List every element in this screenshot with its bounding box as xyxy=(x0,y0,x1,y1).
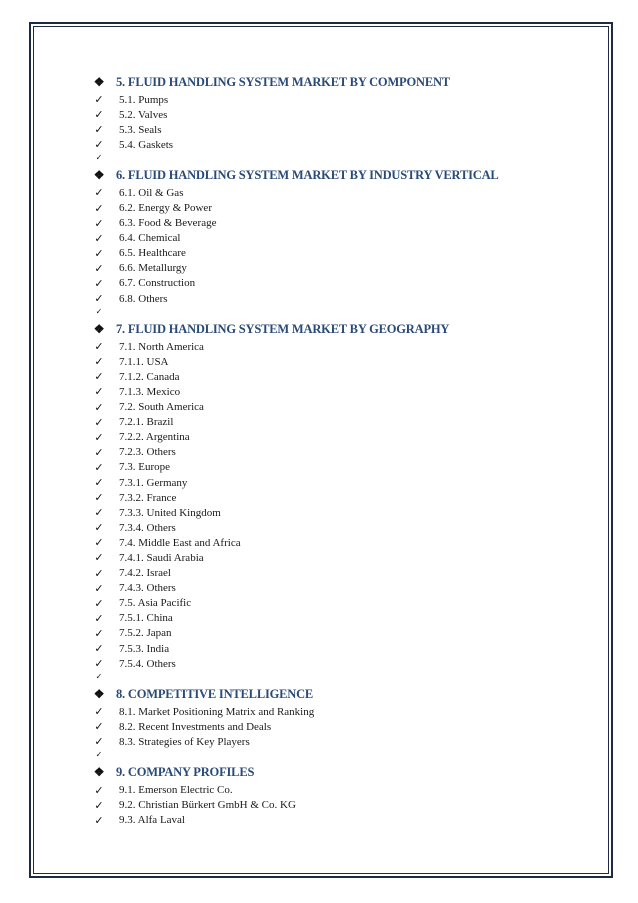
check-icon: ✓ xyxy=(95,307,103,317)
list-item xyxy=(92,490,592,505)
list-item-label: 6.1. Oil & Gas xyxy=(119,186,184,199)
list-item xyxy=(92,813,592,828)
list-item xyxy=(92,354,592,369)
check-icon: ✓ xyxy=(94,276,104,290)
list-item-label: 6.5. Healthcare xyxy=(119,247,186,260)
check-icon: ✓ xyxy=(94,626,104,640)
section-heading xyxy=(92,165,592,185)
list-item-label: 5.4. Gaskets xyxy=(119,138,174,151)
list-item-label: 7.4.3. Others xyxy=(119,582,176,595)
list-item xyxy=(92,261,592,276)
list-item xyxy=(92,656,592,671)
section-heading-text: 9. COMPANY PROFILES xyxy=(116,764,255,779)
list-item xyxy=(92,719,592,734)
list-item-label: 7.5.4. Others xyxy=(119,657,176,670)
list-item-label: 5.1. Pumps xyxy=(119,93,169,106)
list-item xyxy=(92,798,592,813)
list-item-label: 6.4. Chemical xyxy=(119,232,181,245)
list-item-label: 7.2.2. Argentina xyxy=(119,431,190,444)
diamond-icon: ❖ xyxy=(93,167,105,182)
list-item xyxy=(92,505,592,520)
check-icon: ✓ xyxy=(94,491,104,505)
check-icon: ✓ xyxy=(94,611,104,625)
check-icon: ✓ xyxy=(94,445,104,459)
list-item xyxy=(92,122,592,137)
list-item-label: 7.3.3. United Kingdom xyxy=(119,506,221,519)
section-heading xyxy=(92,762,592,782)
list-item xyxy=(92,550,592,565)
list-item xyxy=(92,415,592,430)
diamond-icon: ❖ xyxy=(93,764,105,779)
diamond-icon: ❖ xyxy=(93,74,105,89)
list-item xyxy=(92,369,592,384)
list-item xyxy=(92,782,592,797)
list-item xyxy=(92,566,592,581)
check-icon: ✓ xyxy=(94,108,104,122)
check-icon: ✓ xyxy=(94,566,104,580)
check-icon: ✓ xyxy=(94,201,104,215)
section-heading xyxy=(92,72,592,92)
list-item xyxy=(92,137,592,152)
list-item-label: 7.3.4. Others xyxy=(119,521,176,534)
empty-check-row xyxy=(92,306,592,317)
check-icon: ✓ xyxy=(94,216,104,230)
empty-check-row xyxy=(92,671,592,682)
list-item-label: 7.5.3. India xyxy=(119,642,170,655)
list-item xyxy=(92,581,592,596)
check-icon: ✓ xyxy=(94,385,104,399)
list-item-label: 8.1. Market Positioning Matrix and Ranking xyxy=(119,705,315,718)
list-item-label: 7.3.2. France xyxy=(119,491,177,504)
list-item xyxy=(92,611,592,626)
list-item-label: 7.2. South America xyxy=(119,401,204,414)
list-item-label: 7.3.1. Germany xyxy=(119,476,188,489)
check-icon: ✓ xyxy=(94,521,104,535)
check-icon: ✓ xyxy=(95,750,103,760)
check-icon: ✓ xyxy=(94,705,104,719)
diamond-icon: ❖ xyxy=(93,686,105,701)
list-item xyxy=(92,291,592,306)
check-icon: ✓ xyxy=(94,536,104,550)
list-item xyxy=(92,200,592,215)
list-item-label: 6.6. Metallurgy xyxy=(119,262,187,275)
list-item xyxy=(92,641,592,656)
check-icon: ✓ xyxy=(94,415,104,429)
check-icon: ✓ xyxy=(94,231,104,245)
diamond-icon: ❖ xyxy=(93,321,105,336)
check-icon: ✓ xyxy=(94,261,104,275)
list-item-label: 7.5.1. China xyxy=(119,612,173,625)
list-item xyxy=(92,430,592,445)
list-item-label: 7.1.2. Canada xyxy=(119,370,180,383)
list-item xyxy=(92,276,592,291)
section-heading xyxy=(92,684,592,704)
list-item-label: 7.4. Middle East and Africa xyxy=(119,536,241,549)
list-item-label: 7.4.1. Saudi Arabia xyxy=(119,551,204,564)
list-item-label: 5.2. Valves xyxy=(119,108,168,121)
list-item xyxy=(92,704,592,719)
check-icon: ✓ xyxy=(94,720,104,734)
section-heading-text: 6. FLUID HANDLING SYSTEM MARKET BY INDUSTRY VERTICAL xyxy=(116,167,499,182)
list-item-label: 6.2. Energy & Power xyxy=(119,202,212,215)
check-icon: ✓ xyxy=(94,596,104,610)
list-item xyxy=(92,231,592,246)
list-item xyxy=(92,596,592,611)
check-icon: ✓ xyxy=(95,153,103,163)
list-item-label: 7.4.2. Israel xyxy=(119,567,171,580)
list-item-label: 6.7. Construction xyxy=(119,277,196,290)
check-icon: ✓ xyxy=(94,460,104,474)
section-heading-text: 7. FLUID HANDLING SYSTEM MARKET BY GEOGRAPHY xyxy=(116,321,450,336)
check-icon: ✓ xyxy=(95,672,103,682)
check-icon: ✓ xyxy=(94,581,104,595)
list-item xyxy=(92,535,592,550)
section-heading-text: 5. FLUID HANDLING SYSTEM MARKET BY COMPONENT xyxy=(116,74,450,89)
check-icon: ✓ xyxy=(94,138,104,152)
check-icon: ✓ xyxy=(94,400,104,414)
check-icon: ✓ xyxy=(94,246,104,260)
section-heading-text: 8. COMPETITIVE INTELLIGENCE xyxy=(116,686,314,701)
list-item xyxy=(92,92,592,107)
list-item xyxy=(92,475,592,490)
list-item xyxy=(92,734,592,749)
check-icon: ✓ xyxy=(94,657,104,671)
list-item-label: 6.3. Food & Beverage xyxy=(119,217,217,230)
list-item xyxy=(92,400,592,415)
check-icon: ✓ xyxy=(94,370,104,384)
list-item xyxy=(92,384,592,399)
list-item-label: 5.3. Seals xyxy=(119,123,162,136)
empty-check-row xyxy=(92,152,592,163)
check-icon: ✓ xyxy=(94,355,104,369)
list-item-label: 7.3. Europe xyxy=(119,461,171,474)
check-icon: ✓ xyxy=(94,798,104,812)
list-item xyxy=(92,339,592,354)
check-icon: ✓ xyxy=(94,123,104,137)
list-item xyxy=(92,520,592,535)
check-icon: ✓ xyxy=(94,783,104,797)
check-icon: ✓ xyxy=(94,642,104,656)
list-item xyxy=(92,460,592,475)
check-icon: ✓ xyxy=(94,292,104,306)
list-item-label: 7.2.1. Brazil xyxy=(119,416,174,429)
list-item-label: 9.1. Emerson Electric Co. xyxy=(119,784,233,797)
list-item xyxy=(92,216,592,231)
list-item xyxy=(92,185,592,200)
check-icon: ✓ xyxy=(94,506,104,520)
empty-check-row xyxy=(92,749,592,760)
list-item-label: 8.2. Recent Investments and Deals xyxy=(119,720,272,733)
check-icon: ✓ xyxy=(94,813,104,827)
section-heading xyxy=(92,319,592,339)
list-item xyxy=(92,107,592,122)
list-item-label: 7.1.1. USA xyxy=(119,355,169,368)
check-icon: ✓ xyxy=(94,186,104,200)
list-item-label: 7.2.3. Others xyxy=(119,446,176,459)
list-item-label: 9.2. Christian Bürkert GmbH & Co. KG xyxy=(119,799,296,812)
check-icon: ✓ xyxy=(94,340,104,354)
list-item xyxy=(92,626,592,641)
list-item-label: 7.1.3. Mexico xyxy=(119,385,181,398)
list-item xyxy=(92,246,592,261)
list-item-label: 7.5. Asia Pacific xyxy=(119,597,192,610)
check-icon: ✓ xyxy=(94,735,104,749)
list-item xyxy=(92,445,592,460)
check-icon: ✓ xyxy=(94,551,104,565)
list-item-label: 6.8. Others xyxy=(119,292,168,305)
list-item-label: 7.1. North America xyxy=(119,340,204,353)
table-of-contents xyxy=(92,70,592,828)
check-icon: ✓ xyxy=(94,476,104,490)
list-item-label: 9.3. Alfa Laval xyxy=(119,814,185,827)
check-icon: ✓ xyxy=(94,430,104,444)
list-item-label: 8.3. Strategies of Key Players xyxy=(119,735,250,748)
check-icon: ✓ xyxy=(94,93,104,107)
list-item-label: 7.5.2. Japan xyxy=(119,627,172,640)
